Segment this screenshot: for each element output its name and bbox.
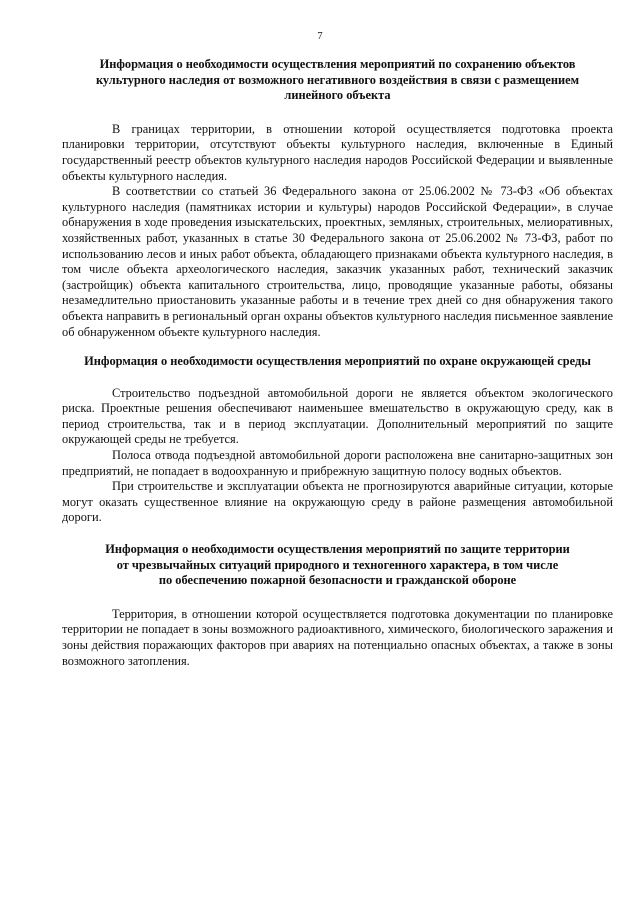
document-body [62, 57, 613, 669]
heading-line: Информация о необходимости осуществления мероприятий по защите территории [105, 542, 570, 557]
paragraph: В соответствии со статьей 36 Федерального закона от 25.06.2002 № 73-ФЗ «Об объектах культурного наследия (памятниках истории и культуры) народов Российской Федерации», в случае обнаружения в ходе проведения изыскательских, проектных, земляных, строительных, мелиоративных, хозяйственных работ, указанных в статье 30 Федерального закона от 25.06.2002 № 73-ФЗ, работ по использованию лесов и иных работ объекта, обладающего признаками объекта культурного наследия, в том числе объекта археологического наследия, заказчик указанных работ, технический заказчик (застройщик) объекта капитального строительства, лицо, проводящие указанные работы, обязаны незамедлительно приостановить указанные работы и в течение трех дней со дня обнаружения такого объекта направить в региональный орган охраны объектов культурного наследия письменное заявление об обнаруженном объекте культурного наследия. [62, 184, 613, 339]
section-environment-protection [62, 354, 613, 526]
heading-line: Информация о необходимости осуществления мероприятий по охране окружающей среды [84, 354, 591, 369]
heading-line: по обеспечению пожарной безопасности и гражданской обороне [158, 573, 517, 588]
paragraph: Строительство подъездной автомобильной дороги не является объектом экологического риска. Проектные решения обеспечивают наименьшее вмешательство в окружающую среду, как в период строительства, так и в период эксплуатации. Дополнительный мероприятий по защите окружающей среды не требуется. [62, 385, 613, 447]
section-cultural-heritage [62, 57, 613, 340]
paragraph: При строительстве и эксплуатации объекта не прогнозируются аварийные ситуации, которые могут оказать существенное влияние на окружающую среду в районе размещения автомобильной дороги. [62, 479, 613, 525]
heading-line: линейного объекта [284, 88, 391, 103]
section-heading [62, 354, 613, 370]
paragraph: Полоса отвода подъездной автомобильной дороги расположена вне санитарно-защитных зон предприятий, не попадает в водоохранную и прибрежную защитную полосу водных объектов. [62, 448, 613, 478]
paragraph: В границах территории, в отношении которой осуществляется подготовка проекта планировки территории, отсутствуют объекты культурного наследия, включенные в Единый государственный реестр объектов культурного наследия народов Российской Федерации и выявленные объекты культурного наследия. [62, 121, 613, 183]
section-heading [62, 542, 613, 589]
heading-line: Информация о необходимости осуществления мероприятий по сохранению объектов [99, 57, 576, 71]
section-heading [62, 57, 613, 104]
paragraph: Территория, в отношении которой осуществляется подготовка документации по планировке территории не попадает в зоны возможного радиоактивного, химического, биологического заражения и зоны действия поражающих факторов при авариях на потенциально опасных объектах, а также в зоны возможного затопления. [62, 606, 613, 668]
heading-line: от чрезвычайных ситуаций природного и техногенного характера, в том числе [116, 557, 559, 572]
page-number: 7 [317, 31, 323, 42]
section-emergency-protection [62, 542, 613, 669]
heading-line: культурного наследия от возможного негативного воздействия в связи с размещением [95, 72, 580, 87]
